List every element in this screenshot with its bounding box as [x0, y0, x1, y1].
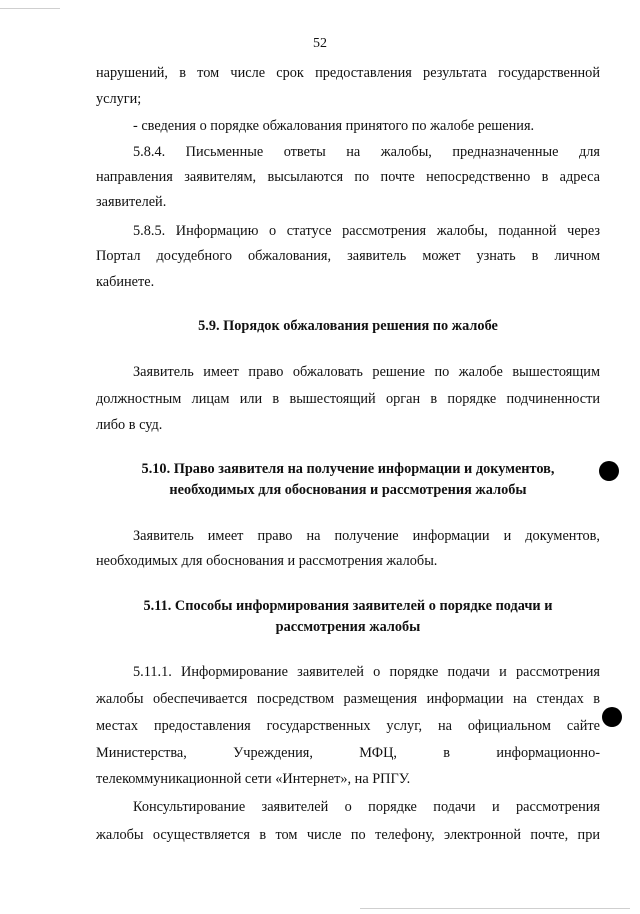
- text-line: жалобы осуществляется в том числе по телефону, электронной почте, при: [96, 827, 600, 843]
- text-line: 5.8.5. Информацию о статусе рассмотрения жалобы, поданной через: [133, 223, 600, 239]
- text-line: Консультирование заявителей о порядке подачи и рассмотрения: [133, 799, 600, 815]
- text-line: - сведения о порядке обжалования принятого по жалобе решения.: [133, 118, 535, 134]
- text-line: Заявитель имеет право обжаловать решение по жалобе вышестоящим: [133, 364, 600, 380]
- text-line: необходимых для обоснования и рассмотрения жалобы.: [96, 553, 438, 569]
- text-line: направления заявителям, высылаются по почте непосредственно в адреса: [96, 169, 600, 185]
- punch-hole-mark: [602, 707, 622, 727]
- text-line: услуги;: [96, 91, 142, 107]
- text-line: заявителей.: [96, 194, 167, 210]
- text-line: либо в суд.: [96, 417, 163, 433]
- text-line: 5.11.1. Информирование заявителей о порядке подачи и рассмотрения: [133, 664, 600, 680]
- text-line: Заявитель имеет право на получение информации и документов,: [133, 528, 600, 544]
- section-heading-5-9: 5.9. Порядок обжалования решения по жалобе: [198, 318, 498, 334]
- scan-artifact: [360, 908, 630, 909]
- text-line: нарушений, в том числе срок предоставления результата государственной: [96, 65, 600, 81]
- text-line: жалобы обеспечивается посредством размещения информации на стендах в: [96, 691, 600, 707]
- text-line: 5.8.4. Письменные ответы на жалобы, предназначенные для: [133, 144, 600, 160]
- section-heading-5-11-cont: рассмотрения жалобы: [275, 619, 421, 635]
- section-heading-5-10: 5.10. Право заявителя на получение информации и документов,: [141, 461, 555, 477]
- text-line: должностным лицам или в вышестоящий орган в порядке подчиненности: [96, 391, 600, 407]
- text-line: телекоммуникационной сети «Интернет», на РПГУ.: [96, 771, 411, 787]
- punch-hole-mark: [599, 461, 619, 481]
- section-heading-5-10-cont: необходимых для обоснования и рассмотрения жалобы: [169, 482, 527, 498]
- text-line: местах предоставления государственных услуг, на официальном сайте: [96, 718, 600, 734]
- text-line: Портал досудебного обжалования, заявитель может узнать в личном: [96, 248, 600, 264]
- section-heading-5-11: 5.11. Способы информирования заявителей о порядке подачи и: [143, 598, 553, 614]
- page-number: 52: [313, 36, 327, 51]
- text-line: Министерства, Учреждения, МФЦ, в информационно-: [96, 745, 600, 761]
- scan-artifact: [0, 8, 60, 9]
- text-line: кабинете.: [96, 274, 155, 290]
